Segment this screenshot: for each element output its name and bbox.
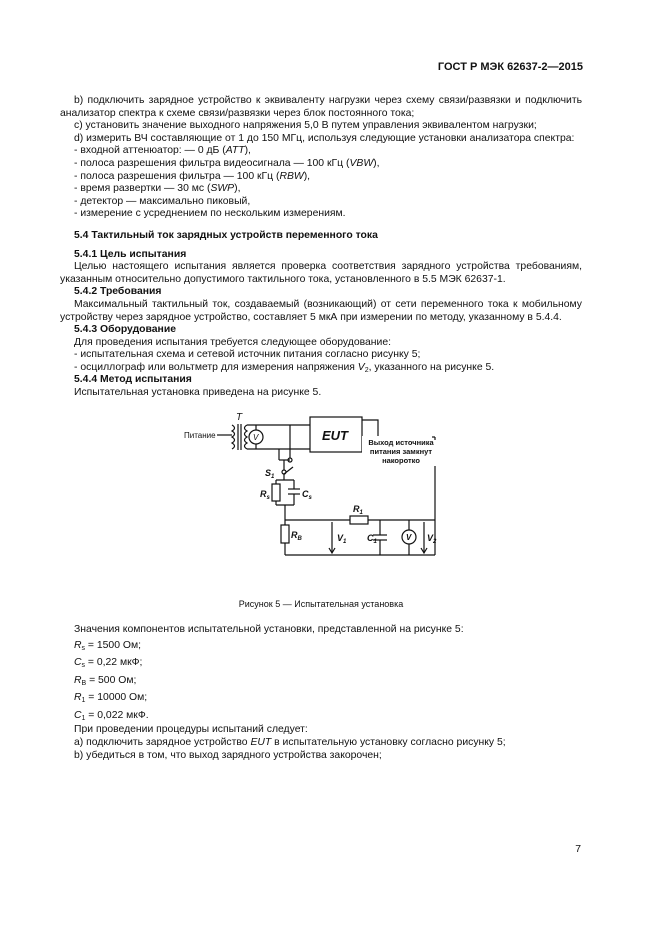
subsection-542-text: Максимальный тактильный ток, создаваемый (возникающий) от сети переменного тока к мобильному устройству через зарядное устройство, составляет 5 мкА при измерении по методу, указанному в 5.4.4.: [60, 298, 582, 323]
equipment-item-1: - испытательная схема и сетевой источник питания согласно рисунку 5;: [74, 349, 421, 361]
setting-rbw: - полоса разрешения фильтра — 100 кГц (RBW),: [74, 170, 311, 182]
label-rs: $R_s$: [260, 488, 270, 501]
label-rb: $R_B$: [291, 529, 302, 542]
value-rb: $R_B = 500$ Ом;: [74, 674, 137, 687]
setting-detector: - детектор — максимально пиковый,: [74, 195, 251, 207]
subsection-543-text: Для проведения испытания требуется следующее оборудование:: [74, 336, 391, 348]
values-intro: Значения компонентов испытательной установки, представленной на рисунке 5:: [74, 624, 464, 636]
value-c1: $C_1 = 0,022$ мкФ.: [74, 709, 149, 722]
label-r1: $R_1$: [353, 503, 363, 516]
standard-header: ГОСТ Р МЭК 62637-2—2015: [437, 61, 583, 73]
step-d: d) измерить ВЧ составляющие от 1 до 150 МГц, используя следующие установки анализатора спектра:: [74, 132, 575, 144]
value-cs: $C_s = 0,22$ мкФ;: [74, 657, 143, 670]
label-short-line2: питания замкнут: [369, 446, 433, 456]
figure-caption: Рисунок 5 — Испытательная установка: [238, 598, 404, 609]
step-b: b) подключить зарядное устройство к эквиваленту нагрузки через схему связи/развязки и подключить анализатор спектра к схеме связи/развязки через блок постоянного тока;: [60, 95, 582, 119]
label-v1: $V_1$: [337, 532, 347, 545]
circuit-diagram: [60, 410, 582, 595]
page-content: [60, 95, 582, 762]
resistor-r1: [350, 516, 368, 524]
label-voltmeter-mains: V: [253, 432, 259, 442]
label-s1: $S_1$: [265, 467, 275, 480]
label-t: T: [236, 411, 243, 423]
procedure-step-b: b) убедиться в том, что выход зарядного устройства закорочен;: [74, 749, 382, 761]
output-short-wire: [362, 420, 378, 437]
resistor-rb: [281, 525, 289, 543]
label-short-line3: накоротко: [382, 455, 420, 465]
label-eut: EUT: [322, 427, 348, 443]
page-number: 7: [575, 844, 581, 855]
procedure-step-a: a) подключить зарядное устройство EUT в испытательную установку согласно рисунку 5;: [74, 736, 506, 748]
label-cs: $C_s$: [302, 488, 312, 501]
subsection-541-title: 5.4.1 Цель испытания: [74, 248, 187, 260]
subsection-541-text: Целью настоящего испытания является проверка соответствия зарядного устройства требованиям, указанным относительно допустимого тактильного тока, установленного в 5.5 МЭК 62637-1.: [60, 261, 582, 285]
label-voltmeter-v2: V: [406, 532, 412, 542]
subsection-543-title: 5.4.3 Оборудование: [74, 324, 176, 336]
transformer-symbol: [232, 424, 247, 450]
label-v2: $V_2$: [427, 532, 437, 545]
subsection-544-text: Испытательная установка приведена на рисунке 5.: [74, 387, 322, 399]
subsection-542-title: 5.4.2 Требования: [74, 286, 162, 298]
setting-vbw: - полоса разрешения фильтра видеосигнала — 100 кГц (VBW),: [74, 157, 380, 169]
section-title: 5.4 Тактильный ток зарядных устройств переменного тока: [74, 229, 378, 241]
setting-averaging: - измерение с усреднением по нескольким измерениям.: [74, 208, 346, 220]
label-short-line1: Выход источника: [368, 437, 434, 447]
subsection-544-title: 5.4.4 Метод испытания: [74, 374, 192, 386]
setting-swp: - время развертки — 30 мс (SWP),: [74, 183, 241, 195]
equipment-item-2: - осциллограф или вольтметр для измерения напряжения $V_2$, указанного на рисунке 5.: [74, 361, 495, 374]
setting-att: - входной аттенюатор: — 0 дБ (ATT),: [74, 145, 251, 157]
label-c1: $C_1$: [367, 532, 377, 545]
figure-5-circuit: [60, 410, 582, 595]
procedure-intro: При проведении процедуры испытаний следует:: [74, 724, 308, 736]
label-supply: Питание: [184, 430, 216, 440]
value-r1: $R_1 = 10000$ Ом;: [74, 692, 148, 705]
step-c: c) установить значение выходного напряжения 5,0 В путем управления эквивалентом нагрузки;: [74, 120, 537, 132]
resistor-rs: [272, 484, 280, 501]
value-rs: $R_s = 1500$ Ом;: [74, 639, 141, 652]
